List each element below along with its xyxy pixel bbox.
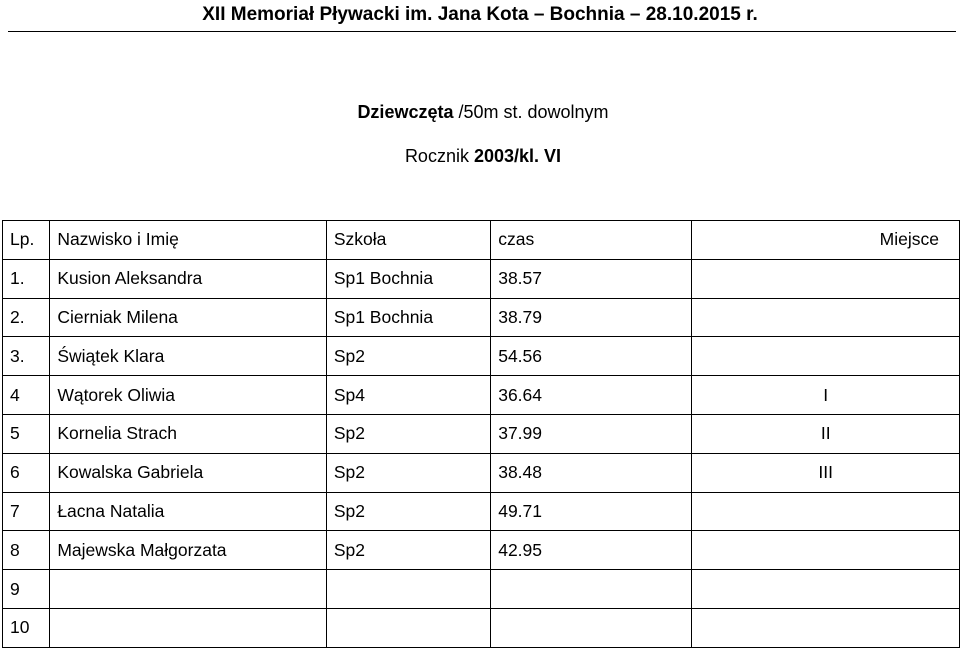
cell-place	[692, 531, 960, 570]
cell-school: Sp2	[326, 453, 490, 492]
cell-name: Kowalska Gabriela	[50, 453, 327, 492]
cell-time: 54.56	[491, 337, 692, 376]
cell-place	[692, 608, 960, 647]
cell-time	[491, 570, 692, 609]
cell-time: 38.48	[491, 453, 692, 492]
age-group-prefix: Rocznik	[404, 146, 474, 166]
table-row	[3, 492, 960, 531]
results-table	[2, 220, 960, 648]
cell-lp: 9	[3, 570, 50, 609]
cell-school: Sp2	[326, 414, 490, 453]
cell-lp: 2.	[3, 298, 50, 337]
table-row	[3, 337, 960, 376]
table-row	[3, 259, 960, 298]
cell-school: Sp1 Bochnia	[326, 259, 490, 298]
cell-school: Sp2	[326, 337, 490, 376]
page-title: XII Memoriał Pływacki im. Jana Kota – Bochnia – 28.10.2015 r.	[202, 4, 758, 25]
cell-lp: 10	[3, 608, 50, 647]
cell-time: 38.57	[491, 259, 692, 298]
event-category: Dziewczęta	[357, 102, 454, 122]
table-row	[3, 453, 960, 492]
cell-name: Wątorek Oliwia	[50, 376, 327, 415]
cell-name: Świątek Klara	[50, 337, 327, 376]
header-divider	[8, 31, 956, 32]
cell-place	[692, 337, 960, 376]
cell-school	[326, 570, 490, 609]
table-row	[3, 298, 960, 337]
cell-time: 49.71	[491, 492, 692, 531]
cell-place	[692, 298, 960, 337]
header-time: czas	[491, 221, 692, 260]
table-row	[3, 570, 960, 609]
age-group-heading	[0, 145, 960, 167]
cell-place: II	[692, 414, 960, 453]
table-row	[3, 414, 960, 453]
table-header-row	[3, 221, 960, 260]
cell-time: 36.64	[491, 376, 692, 415]
cell-school: Sp2	[326, 492, 490, 531]
cell-name	[50, 608, 327, 647]
cell-school: Sp1 Bochnia	[326, 298, 490, 337]
header-lp: Lp.	[3, 221, 50, 260]
cell-name: Majewska Małgorzata	[50, 531, 327, 570]
header-name: Nazwisko i Imię	[50, 221, 327, 260]
cell-time: 42.95	[491, 531, 692, 570]
cell-school	[326, 608, 490, 647]
cell-school: Sp4	[326, 376, 490, 415]
table-row	[3, 376, 960, 415]
cell-name: Kusion Aleksandra	[50, 259, 327, 298]
cell-place	[692, 259, 960, 298]
table-row	[3, 531, 960, 570]
cell-name: Kornelia Strach	[50, 414, 327, 453]
age-group-value: 2003/kl. VI	[473, 146, 562, 166]
cell-lp: 7	[3, 492, 50, 531]
cell-place	[692, 570, 960, 609]
cell-lp: 6	[3, 453, 50, 492]
cell-lp: 5	[3, 414, 50, 453]
cell-name	[50, 570, 327, 609]
header-school: Szkoła	[326, 221, 490, 260]
cell-school: Sp2	[326, 531, 490, 570]
cell-name: Cierniak Milena	[50, 298, 327, 337]
cell-place	[692, 492, 960, 531]
cell-lp: 3.	[3, 337, 50, 376]
cell-lp: 8	[3, 531, 50, 570]
cell-time	[491, 608, 692, 647]
cell-place: I	[692, 376, 960, 415]
event-heading	[0, 101, 960, 123]
cell-lp: 1.	[3, 259, 50, 298]
table-row	[3, 608, 960, 647]
cell-time: 38.79	[491, 298, 692, 337]
cell-lp: 4	[3, 376, 50, 415]
cell-name: Łacna Natalia	[50, 492, 327, 531]
cell-place: III	[692, 453, 960, 492]
event-discipline: /50m st. dowolnym	[453, 102, 609, 122]
cell-time: 37.99	[491, 414, 692, 453]
header-place: Miejsce	[692, 221, 960, 260]
